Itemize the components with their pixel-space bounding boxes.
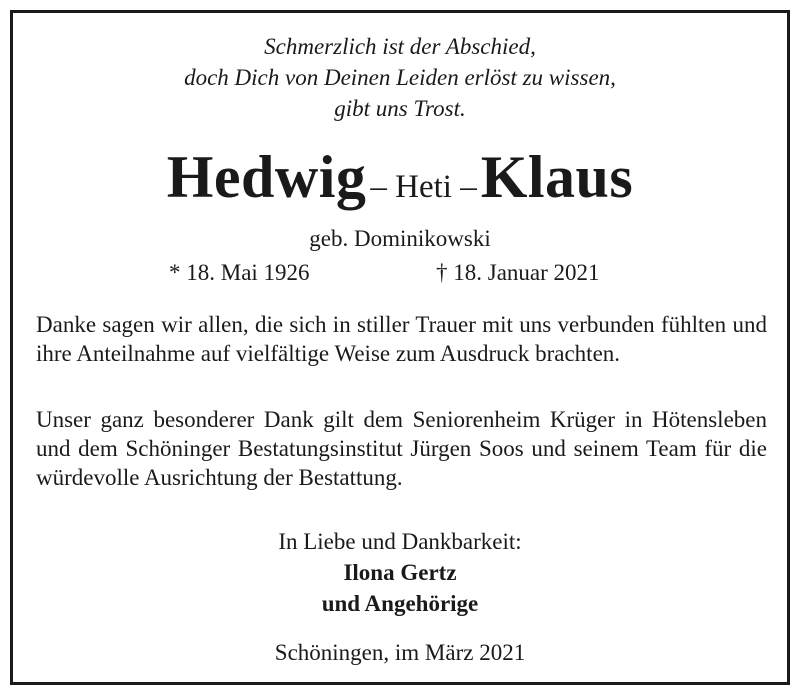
- verse-line: Schmerzlich ist der Abschied,: [264, 34, 536, 59]
- deceased-name: [13, 144, 787, 223]
- first-name: Hedwig: [166, 144, 367, 210]
- last-name: Klaus: [480, 144, 634, 210]
- memorial-verse: [13, 31, 787, 124]
- thanks-paragraph-2: Unser ganz besonderer Dank gilt dem Seniorenheim Krüger in Hötensleben und dem Schöninger Bestatungsinstitut Jürgen Soos und seinem Team für die würdevolle Ausrichtung der Bestattung.: [36, 407, 767, 490]
- relatives-line: und Angehörige: [321, 591, 479, 616]
- verse-line: doch Dich von Deinen Leiden erlöst zu wissen,: [184, 65, 616, 90]
- death-date: † 18. Januar 2021: [436, 260, 600, 285]
- obituary-notice: [10, 10, 790, 685]
- place-and-date: Schöningen, im März 2021: [274, 640, 526, 665]
- closing-phrase: In Liebe und Dankbarkeit:: [278, 529, 522, 554]
- nickname: – Heti –: [370, 169, 477, 205]
- birth-date: * 18. Mai 1926: [169, 260, 310, 285]
- signer-name: Ilona Gertz: [343, 560, 457, 585]
- birth-name: geb. Dominikowski: [309, 226, 491, 251]
- closing-signature: [13, 526, 787, 619]
- thanks-paragraph-1: Danke sagen wir allen, die sich in stiller Trauer mit uns verbunden fühlten und ihre Anteilnahme auf vielfältige Weise zum Ausdruck brachten.: [36, 312, 767, 366]
- verse-line: gibt uns Trost.: [334, 96, 466, 121]
